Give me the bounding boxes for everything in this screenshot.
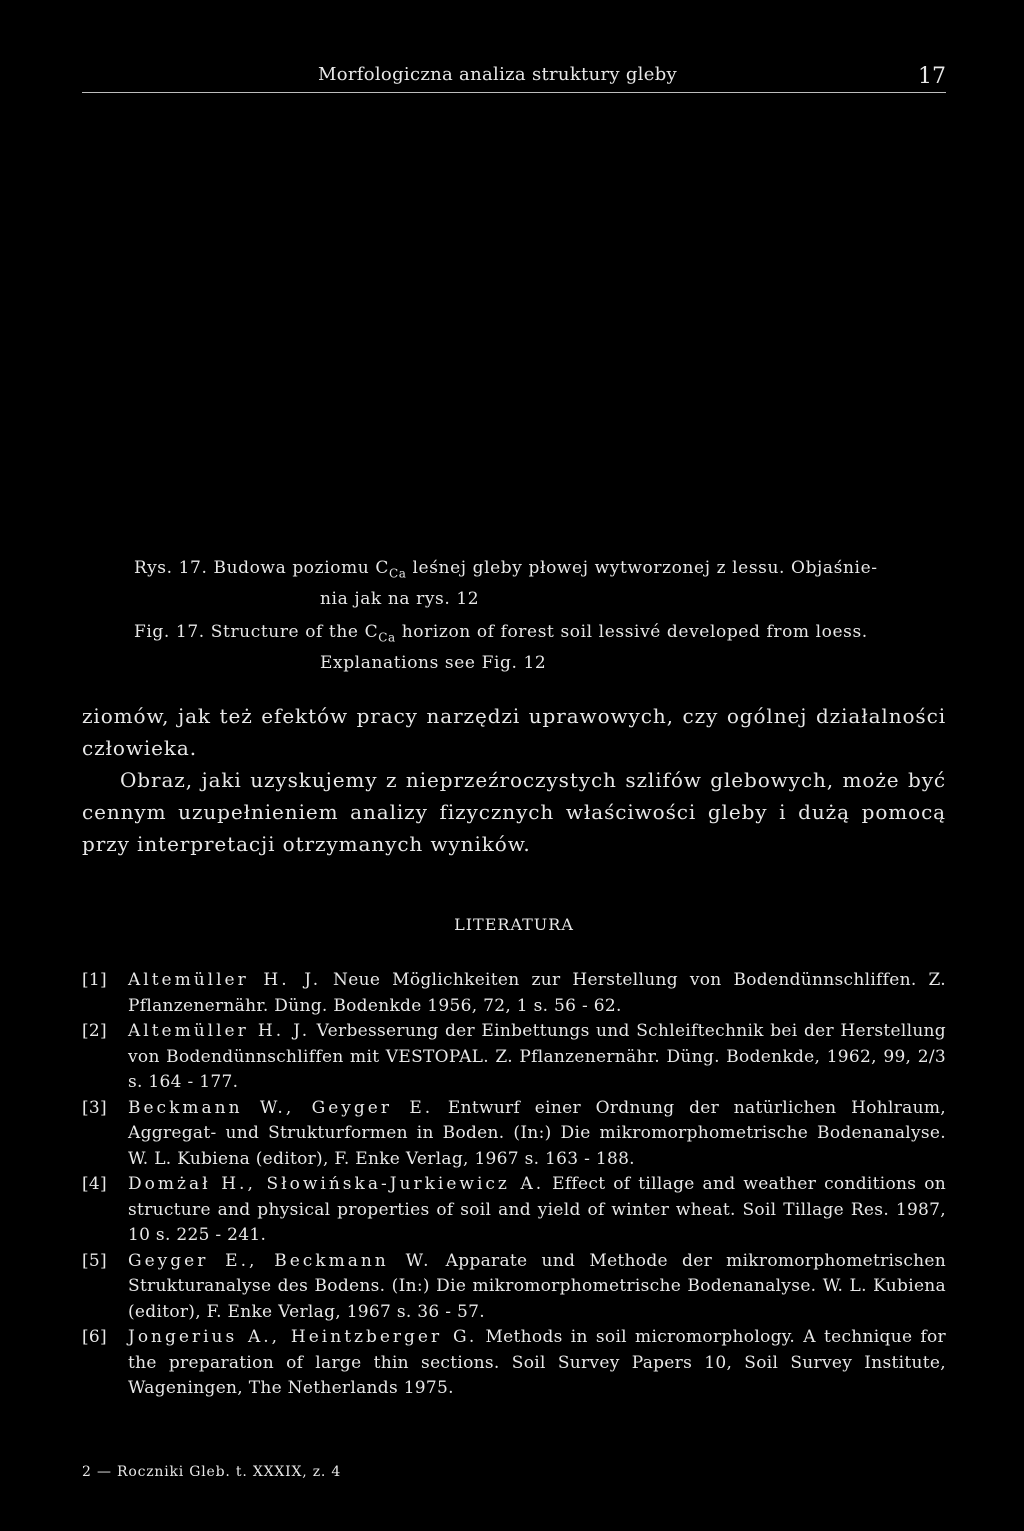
reference-item: [3] Beckmann W., Geyger E. Entwurf einer Ordnung der natürlichen Hohlraum, Aggregat- und Strukturformen in Boden. (In:) Die mikromorphometrische Bodenanalyse. W. L. Kubiena (editor), F. Enke Verlag, 1967 s. 163 - 188. — [82, 1097, 946, 1169]
figure-caption-polish — [82, 555, 946, 612]
reference-item: [4] Domżał H., Słowińska-Jurkiewicz A. Effect of tillage and weather conditions on structure and physical properties of soil and yield of winter wheat. Soil Tillage Res. 1987, 10 s. 225 - 241. — [82, 1174, 946, 1245]
reference-item: [2] Altemüller H. J. Verbesserung der Einbettungs und Schleiftechnik bei der Herstellung von Bodendünnschliffen mit VESTOPAL. Z. Pflanzenernähr. Düng. Bodenkde, 1962, 99, 2/3 s. 164 - 177. — [82, 1021, 946, 1092]
caption-pl-line2: nia jak na rys. 12 — [320, 589, 480, 610]
running-title: Morfologiczna analiza struktury gleby — [318, 64, 677, 85]
page-header — [82, 58, 946, 98]
reference-item: [6] Jongerius A., Heintzberger G. Methods in soil micromorphology. A technique for the preparation of large thin sections. Soil Survey Papers 10, Soil Survey Institute, Wageningen, The Netherlands 1975. — [82, 1327, 946, 1398]
paragraph-1: ziomów, jak też efektów pracy narzędzi uprawowych, czy ogólnej działalności człowieka. — [82, 704, 946, 760]
header-rule — [82, 92, 946, 93]
caption-en-line1: Fig. 17. Structure of the $C_{Ca}$ horizon of forest soil lessivé developed from loess. — [134, 622, 868, 645]
figure-image-area — [82, 110, 946, 540]
caption-en-line2: Explanations see Fig. 12 — [320, 653, 547, 674]
figure-caption-english — [82, 619, 946, 676]
reference-item: [1] Altemüller H. J. Neue Möglichkeiten zur Herstellung von Bodendünnschliffen. Z. Pflanzenernähr. Düng. Bodenkde 1956, 72, 1 s. 56 - 62. — [82, 970, 947, 1016]
paragraph-2: Obraz, jaki uzyskujemy z nieprzeźroczystych szlifów glebowych, może być cennym uzupełnieniem analizy fizycznych właściwości gleby i dużą pomocą przy interpretacji otrzymanych wyników. — [82, 768, 946, 856]
page-footer: 2 — Roczniki Gleb. t. XXXIX, z. 4 — [82, 1464, 342, 1480]
literature-heading: LITERATURA — [454, 915, 574, 934]
reference-list — [82, 968, 946, 1402]
body-text — [82, 700, 946, 860]
reference-item: [5] Geyger E., Beckmann W. Apparate und Methode der mikromorphometrischen Strukturanalyse des Bodens. (In:) Die mikromorphometrische Bodenanalyse. W. L. Kubiena (editor), F. Enke Verlag, 1967 s. 36 - 57. — [82, 1250, 946, 1322]
page-number: 17 — [918, 64, 946, 89]
caption-pl-line1: Rys. 17. Budowa poziomu $C_{Ca}$ leśnej gleby płowej wytworzonej z lessu. Objaśnie- — [134, 558, 878, 581]
